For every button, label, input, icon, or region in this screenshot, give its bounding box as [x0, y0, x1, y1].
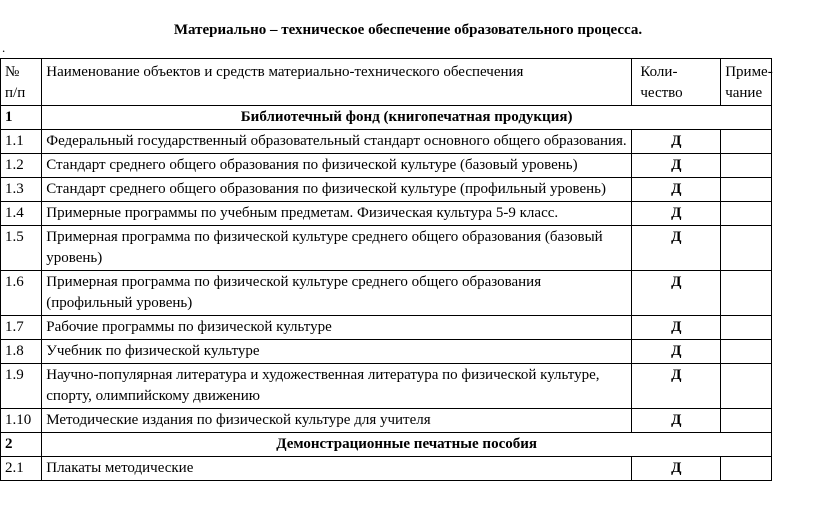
row-quantity: Д [632, 202, 721, 226]
row-number: 1.7 [1, 316, 42, 340]
row-quantity: Д [632, 226, 721, 271]
table-row [1, 409, 772, 433]
row-name: Стандарт среднего общего образования по физической культуре (базовый уровень) [42, 154, 632, 178]
row-name: Рабочие программы по физической культуре [42, 316, 632, 340]
row-quantity: Д [632, 271, 721, 316]
row-number: 1.3 [1, 178, 42, 202]
row-note [721, 316, 772, 340]
row-note [721, 457, 772, 481]
section-title: Демонстрационные печатные пособия [42, 433, 772, 457]
row-note [721, 271, 772, 316]
table-row [1, 226, 772, 271]
equipment-table-body [1, 59, 772, 481]
row-quantity: Д [632, 154, 721, 178]
row-note [721, 154, 772, 178]
section-row [1, 106, 772, 130]
row-number: 1.10 [1, 409, 42, 433]
header-note: Приме-чание [721, 59, 772, 106]
row-quantity: Д [632, 457, 721, 481]
row-note [721, 226, 772, 271]
row-name: Научно-популярная литература и художественная литература по физической культуре, спорту, олимпийскому движению [42, 364, 632, 409]
row-name: Примерные программы по учебным предметам. Физическая культура 5-9 класс. [42, 202, 632, 226]
row-number: 1.1 [1, 130, 42, 154]
row-name: Примерная программа по физической культуре среднего общего образования (профильный уровень) [42, 271, 632, 316]
row-number: 2.1 [1, 457, 42, 481]
section-title: Библиотечный фонд (книгопечатная продукция) [42, 106, 772, 130]
row-number: 1.8 [1, 340, 42, 364]
row-quantity: Д [632, 316, 721, 340]
header-num: № п/п [1, 59, 42, 106]
row-number: 1.4 [1, 202, 42, 226]
row-quantity: Д [632, 340, 721, 364]
row-name: Федеральный государственный образовательный стандарт основного общего образования. [42, 130, 632, 154]
row-note [721, 202, 772, 226]
row-name: Примерная программа по физической культуре среднего общего образования (базовый уровень) [42, 226, 632, 271]
table-row [1, 340, 772, 364]
row-name: Плакаты методические [42, 457, 632, 481]
row-number: 1.5 [1, 226, 42, 271]
table-row [1, 457, 772, 481]
header-qty: Коли-чество [632, 59, 721, 106]
section-number: 2 [1, 433, 42, 457]
row-name: Учебник по физической культуре [42, 340, 632, 364]
row-number: 1.9 [1, 364, 42, 409]
row-note [721, 130, 772, 154]
row-name: Методические издания по физической культуре для учителя [42, 409, 632, 433]
stray-marker: . [2, 40, 6, 55]
row-quantity: Д [632, 409, 721, 433]
equipment-table [0, 58, 772, 481]
table-row [1, 202, 772, 226]
table-row [1, 271, 772, 316]
row-note [721, 409, 772, 433]
row-number: 1.2 [1, 154, 42, 178]
row-quantity: Д [632, 364, 721, 409]
row-number: 1.6 [1, 271, 42, 316]
table-row [1, 178, 772, 202]
table-row [1, 316, 772, 340]
section-number: 1 [1, 106, 42, 130]
section-row [1, 433, 772, 457]
row-note [721, 364, 772, 409]
document-title: Материально – техническое обеспечение образовательного процесса. [173, 22, 643, 38]
table-row [1, 154, 772, 178]
row-quantity: Д [632, 130, 721, 154]
header-name: Наименование объектов и средств материально-технического обеспечения [42, 59, 632, 106]
row-note [721, 178, 772, 202]
row-note [721, 340, 772, 364]
row-quantity: Д [632, 178, 721, 202]
table-row [1, 364, 772, 409]
table-row [1, 130, 772, 154]
table-header-row [1, 59, 772, 106]
row-name: Стандарт среднего общего образования по физической культуре (профильный уровень) [42, 178, 632, 202]
